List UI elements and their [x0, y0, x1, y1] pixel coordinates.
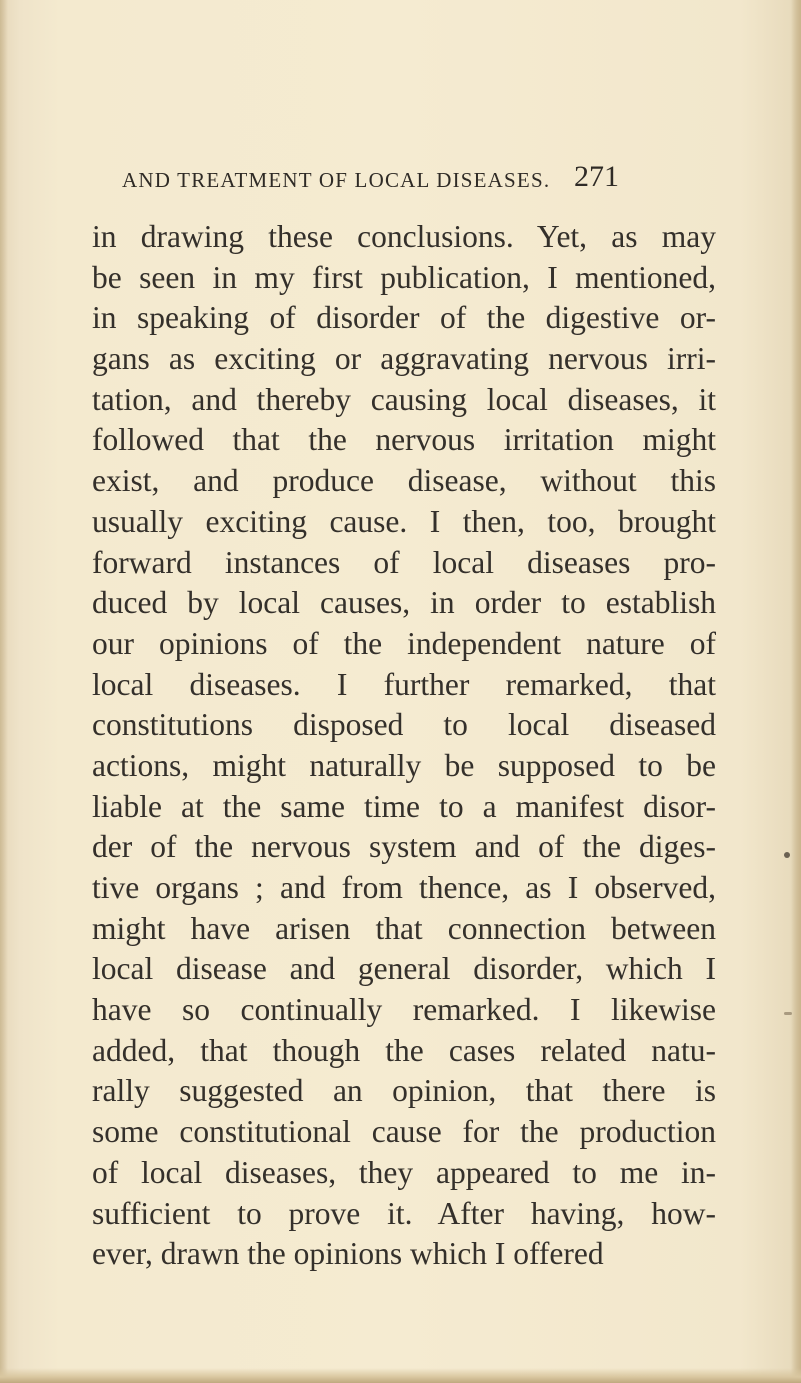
text-line: rally suggested an opinion, that there is [92, 1073, 716, 1109]
text-line: tive organs ; and from thence, as I observed, [92, 870, 716, 905]
page-left-shadow [0, 0, 8, 1383]
page-right-shadow [791, 0, 801, 1383]
text-line: liable at the same time to a manifest disor- [92, 788, 716, 824]
text-line: added, that though the cases related natu- [92, 1032, 716, 1068]
text-line: some constitutional cause for the production [92, 1114, 716, 1150]
text-line: might have arisen that connection between [92, 910, 716, 946]
text-line: have so continually remarked. I likewise [92, 992, 716, 1028]
text-line: der of the nervous system and of the diges- [92, 829, 716, 865]
text-line: duced by local causes, in order to establish [92, 585, 716, 621]
running-head [122, 160, 742, 196]
running-title: AND TREATMENT OF LOCAL DISEASES. [122, 168, 551, 192]
text-line: sufficient to prove it. After having, how- [92, 1195, 716, 1231]
text-line: usually exciting cause. I then, too, brought [92, 503, 716, 539]
text-line: followed that the nervous irritation might [92, 422, 716, 458]
body-text [92, 217, 716, 1275]
text-line: gans as exciting or aggravating nervous irri- [92, 341, 716, 377]
text-line: local diseases. I further remarked, that [92, 666, 716, 702]
text-line: of local diseases, they appeared to me in- [92, 1154, 716, 1190]
page-bottom-edge [0, 1368, 801, 1383]
text-line: actions, might naturally be supposed to be [92, 747, 716, 783]
ink-speck [784, 852, 790, 858]
text-line: exist, and produce disease, without this [92, 463, 716, 499]
text-line: be seen in my first publication, I mentioned, [92, 259, 716, 295]
page-number: 271 [574, 160, 619, 193]
text-line: in drawing these conclusions. Yet, as may [92, 219, 716, 254]
text-line: in speaking of disorder of the digestive or- [92, 300, 716, 336]
text-line: our opinions of the independent nature of [92, 625, 716, 661]
text-line: forward instances of local diseases pro- [92, 544, 716, 580]
text-line: local disease and general disorder, which I [92, 951, 716, 987]
text-line: tation, and thereby causing local diseases, it [92, 381, 716, 417]
text-line: constitutions disposed to local diseased [92, 707, 716, 743]
ink-speck [784, 1012, 792, 1015]
text-line: ever, drawn the opinions which I offered [92, 1236, 604, 1272]
